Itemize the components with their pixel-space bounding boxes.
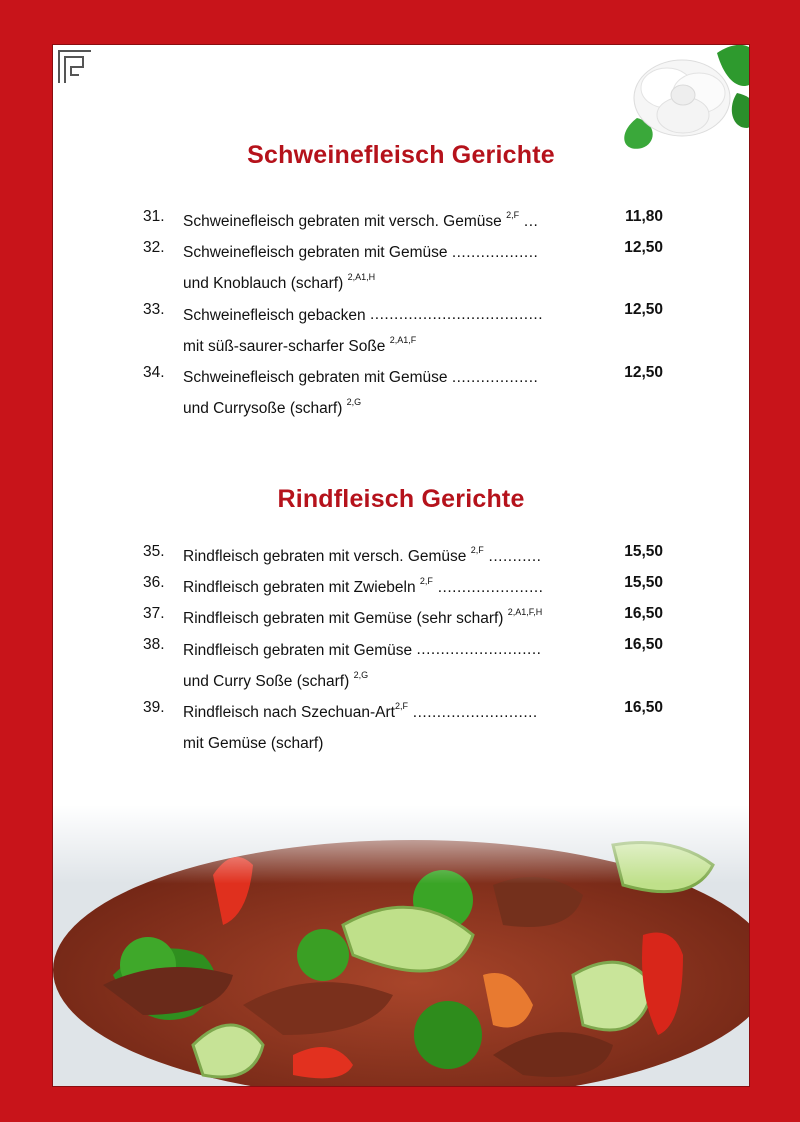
leader-dots: .................................... (369, 306, 544, 324)
item-number: 33. (143, 301, 165, 319)
item-description: mit Gemüse (scharf) (183, 735, 324, 753)
leader-dots: ...................... (432, 579, 544, 597)
item-name: Rindfleisch gebraten mit Gemüse (183, 641, 417, 659)
leader-dots: ........... (483, 548, 542, 566)
item-price: 16,50 (622, 632, 663, 658)
item-number: 31. (143, 208, 165, 225)
menu-item (143, 204, 663, 235)
menu-item (143, 695, 663, 757)
allergen-codes: 2,A1,H (347, 272, 376, 283)
item-description: und Curry Soße (scharf) $^{2,G}$ (183, 669, 369, 690)
pork-menu-list (143, 204, 663, 422)
item-number: 39. (143, 698, 165, 716)
item-price: 15,50 (622, 539, 663, 565)
item-name: Rindfleisch gebraten mit Zwiebeln $^{2,F}$ (183, 576, 433, 597)
menu-item (143, 297, 663, 359)
item-name: Schweinefleisch gebraten mit versch. Gemüse $^{2,F}$ (183, 210, 520, 231)
menu-item (143, 360, 663, 422)
item-price: 11,80 (623, 204, 663, 230)
fret-corner-icon (57, 49, 93, 85)
item-price: 16,50 (622, 695, 663, 721)
item-name: Schweinefleisch gebacken (183, 306, 370, 324)
item-price: 12,50 (622, 297, 663, 323)
allergen-codes: 2,G (353, 669, 369, 680)
allergen-codes: 2,A1,F,H (507, 607, 543, 618)
leader-dots: ... (519, 213, 539, 231)
item-price: 12,50 (622, 360, 663, 386)
leader-dots: .................. (451, 244, 539, 262)
item-number: 32. (143, 239, 165, 257)
item-name: Rindfleisch gebraten mit Gemüse (sehr scharf) $^{2,A1,F,H}$ (183, 607, 543, 628)
beef-menu-list (143, 539, 663, 757)
item-description: und Knoblauch (scharf) $^{2,A1,H}$ (183, 272, 376, 293)
item-number: 38. (143, 636, 165, 654)
item-name: Rindfleisch gebraten mit versch. Gemüse $^{2,F}$ (183, 545, 484, 566)
leader-dots: .......................... (407, 703, 538, 721)
section-title-pork: Schweinefleisch Gerichte (247, 141, 555, 169)
item-name: Schweinefleisch gebraten mit Gemüse (183, 368, 452, 386)
item-description: mit süß-saurer-scharfer Soße $^{2,A1,F}$ (183, 334, 417, 355)
menu-item (143, 539, 663, 570)
allergen-codes: 2,A1,F (389, 334, 417, 345)
allergen-codes: 2,F (470, 545, 484, 555)
allergen-codes: 2,F (419, 576, 433, 587)
allergen-codes: 2,F (506, 210, 520, 220)
leader-dots: .................. (451, 368, 539, 386)
food-photo (53, 805, 749, 1086)
menu-item (143, 632, 663, 694)
item-number: 35. (143, 543, 165, 560)
item-price: 12,50 (622, 235, 663, 261)
allergen-codes: 2,G (346, 396, 362, 407)
menu-item (143, 601, 663, 632)
item-name: Rindfleisch nach Szechuan-Art$^{2,F}$ (183, 700, 408, 721)
menu-item (143, 570, 663, 601)
section-title-beef: Rindfleisch Gerichte (277, 485, 525, 513)
menu-page (52, 44, 750, 1087)
item-name: Schweinefleisch gebraten mit Gemüse (183, 244, 452, 262)
item-description: und Currysoße (scharf) $^{2,G}$ (183, 396, 362, 418)
menu-item (143, 235, 663, 297)
item-number: 36. (143, 574, 165, 592)
item-price: 16,50 (622, 601, 663, 627)
allergen-codes: 2,F (394, 700, 408, 711)
item-price: 15,50 (622, 570, 663, 596)
leader-dots: .......................... (416, 641, 542, 659)
item-number: 34. (143, 363, 165, 381)
item-number: 37. (143, 605, 165, 623)
